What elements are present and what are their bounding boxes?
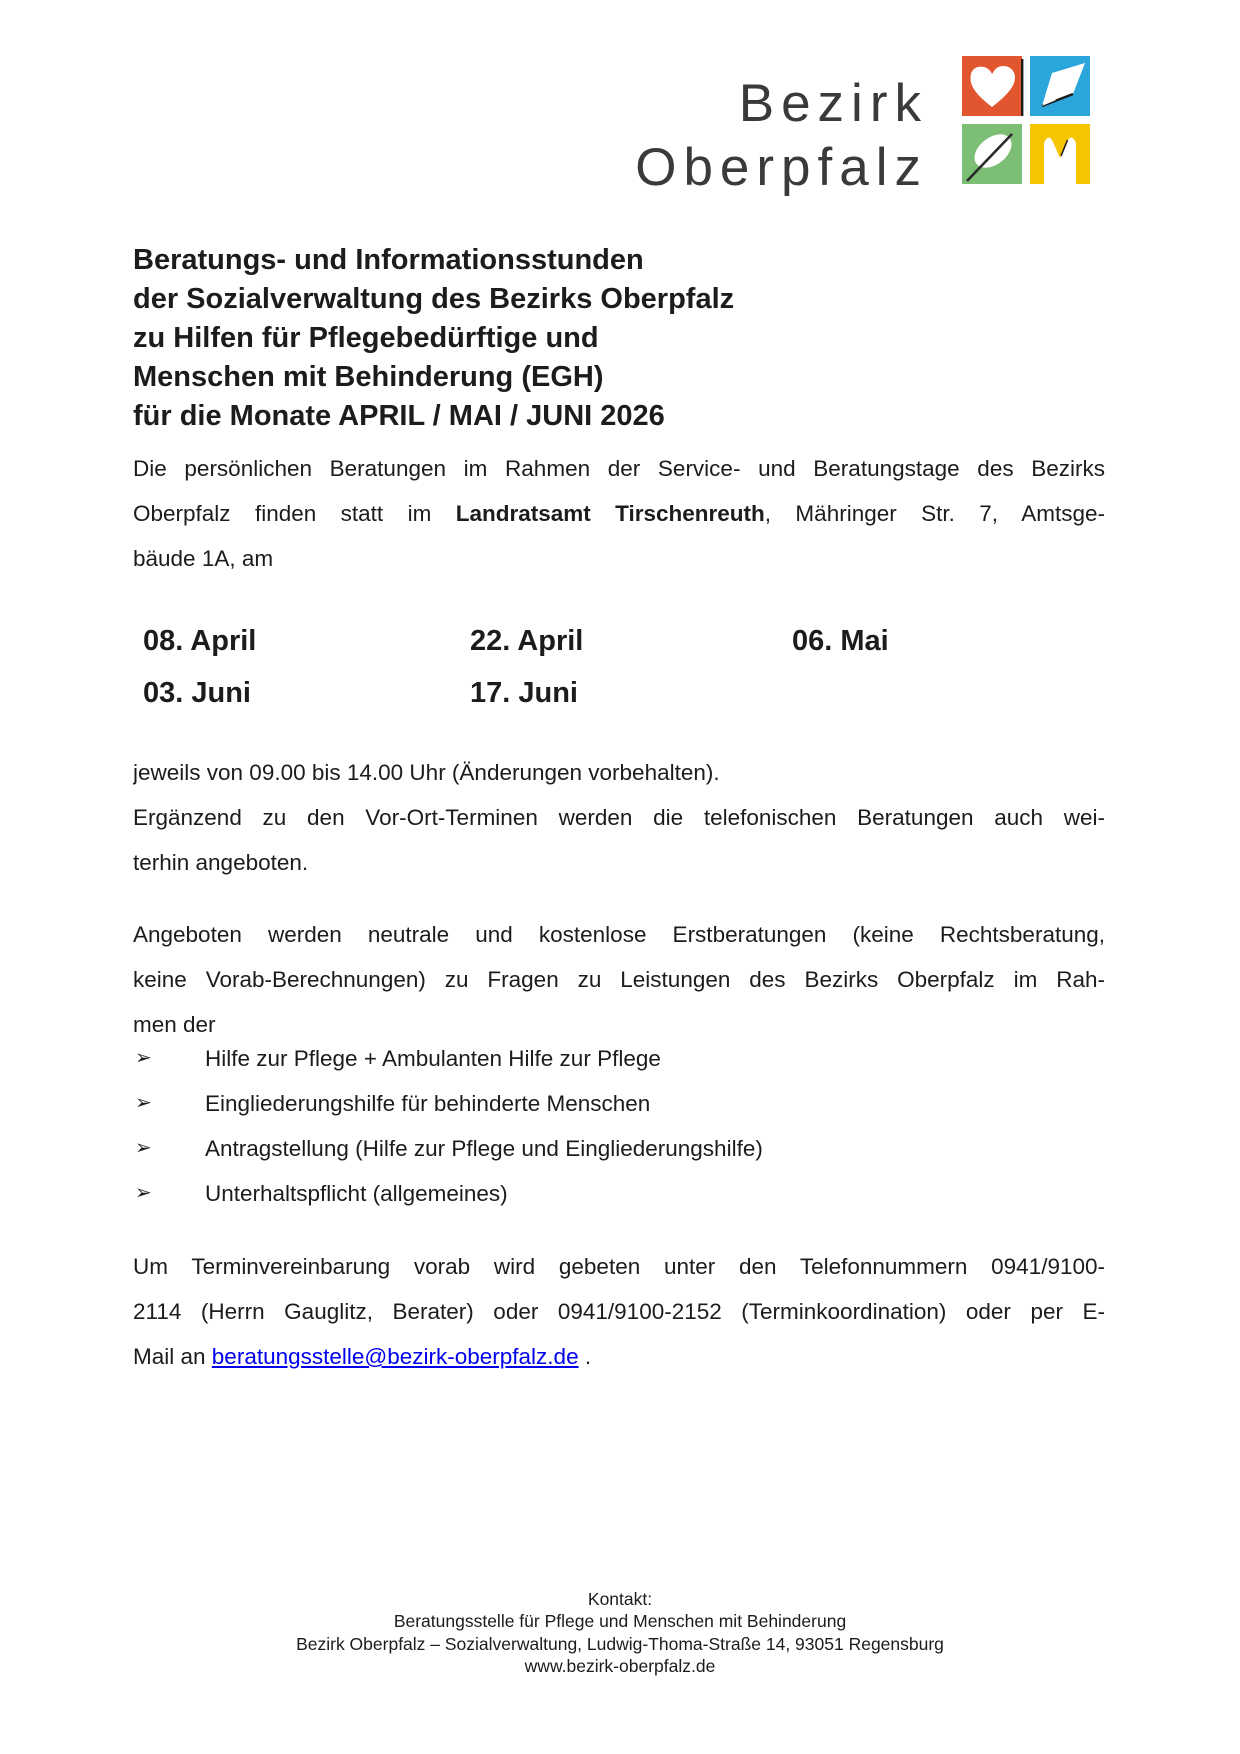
logo-squares bbox=[962, 56, 1090, 184]
leaf-icon bbox=[962, 124, 1022, 184]
list-item-label: Eingliederungshilfe für behinderte Menschen bbox=[205, 1091, 651, 1116]
contact-line-3 bbox=[133, 1334, 1105, 1379]
arrow-bullet-icon: ➢ bbox=[135, 1047, 152, 1069]
intro-line-3: bäude 1A, am bbox=[133, 546, 274, 571]
contact-line-3-post: . bbox=[578, 1344, 592, 1369]
offer-line-1: Angeboten werden neutrale und kostenlose Erstberatungen (keine Rechtsberatung, bbox=[133, 922, 1105, 947]
sail-leaf-icon bbox=[1030, 56, 1090, 116]
contact-line-3-pre: Mail an bbox=[133, 1344, 212, 1369]
topics-list bbox=[133, 1036, 1105, 1216]
date-item: 06. Mai bbox=[792, 625, 889, 657]
arrow-bullet-icon: ➢ bbox=[135, 1137, 152, 1159]
contact-line-2: 2114 (Herrn Gauglitz, Berater) oder 0941/9100-2152 (Terminkoordination) oder per E- bbox=[133, 1299, 1105, 1324]
title-line: für die Monate APRIL / MAI / JUNI 2026 bbox=[133, 400, 665, 432]
list-item-label: Hilfe zur Pflege + Ambulanten Hilfe zur Pflege bbox=[205, 1046, 661, 1071]
dates-row-2 bbox=[133, 667, 1105, 719]
list-item bbox=[133, 1171, 1105, 1216]
date-item: 22. April bbox=[470, 625, 584, 657]
contact-paragraph bbox=[133, 1244, 1105, 1379]
bezirk-oberpfalz-logo-icon bbox=[962, 56, 1090, 184]
title-line: der Sozialverwaltung des Bezirks Oberpfalz bbox=[133, 283, 735, 315]
schedule-line-3: terhin angeboten. bbox=[133, 850, 309, 875]
page-title bbox=[133, 241, 1133, 436]
schedule-paragraph bbox=[133, 750, 1105, 885]
title-line: Menschen mit Behinderung (EGH) bbox=[133, 361, 604, 393]
footer-line: Kontakt: bbox=[587, 1589, 653, 1609]
title-line: zu Hilfen für Pflegebedürftige und bbox=[133, 322, 599, 354]
date-item: 17. Juni bbox=[470, 677, 578, 709]
contact-line-1: Um Terminvereinbarung vorab wird gebeten unter den Telefonnummern 0941/9100- bbox=[133, 1254, 1105, 1279]
footer-line: Beratungsstelle für Pflege und Menschen mit Behinderung bbox=[393, 1611, 847, 1632]
location-name: Landratsamt Tirschenreuth bbox=[455, 501, 765, 526]
intro-line-2-pre: Oberpfalz finden statt im bbox=[133, 501, 456, 526]
logo-word-oberpfalz: Oberpfalz bbox=[635, 138, 928, 197]
footer-contact-block bbox=[0, 1588, 1240, 1678]
schedule-line-2: Ergänzend zu den Vor-Ort-Terminen werden die telefonischen Beratungen auch wei- bbox=[133, 805, 1105, 830]
intro-line-2-post: , Mähringer Str. 7, Amtsge- bbox=[764, 501, 1105, 526]
offer-line-2: keine Vorab-Berechnungen) zu Fragen zu Leistungen des Bezirks Oberpfalz im Rah- bbox=[133, 967, 1105, 992]
consultation-dates bbox=[133, 615, 1105, 719]
list-item bbox=[133, 1081, 1105, 1126]
heart-icon bbox=[962, 56, 1023, 116]
date-item: 08. April bbox=[143, 625, 257, 657]
list-item bbox=[133, 1036, 1105, 1081]
date-item: 03. Juni bbox=[143, 677, 251, 709]
list-item-label: Antragstellung (Hilfe zur Pflege und Eingliederungshilfe) bbox=[205, 1136, 763, 1161]
schedule-line-1: jeweils von 09.00 bis 14.00 Uhr (Änderungen vorbehalten). bbox=[133, 760, 720, 785]
footer-line: www.bezirk-oberpfalz.de bbox=[524, 1656, 716, 1677]
intro-line-1: Die persönlichen Beratungen im Rahmen der Service- und Beratungstage des Bezirks bbox=[133, 456, 1105, 481]
list-item-label: Unterhaltspflicht (allgemeines) bbox=[205, 1181, 508, 1206]
dates-row-1 bbox=[133, 615, 1105, 667]
logo-wordmark bbox=[0, 72, 928, 200]
logo-word-bezirk: Bezirk bbox=[738, 74, 928, 133]
footer-line: Bezirk Oberpfalz – Sozialverwaltung, Ludwig-Thoma-Straße 14, 93051 Regensburg bbox=[296, 1633, 944, 1654]
list-item bbox=[133, 1126, 1105, 1171]
offer-paragraph bbox=[133, 912, 1105, 1047]
m-monogram-icon bbox=[1030, 124, 1090, 184]
intro-line-2 bbox=[133, 491, 1105, 536]
arrow-bullet-icon: ➢ bbox=[135, 1092, 152, 1114]
offer-line-3: men der bbox=[133, 1012, 216, 1037]
title-line: Beratungs- und Informationsstunden bbox=[133, 244, 644, 276]
intro-paragraph bbox=[133, 446, 1105, 581]
arrow-bullet-icon: ➢ bbox=[135, 1182, 152, 1204]
email-link[interactable]: beratungsstelle@bezirk-oberpfalz.de bbox=[211, 1344, 579, 1369]
